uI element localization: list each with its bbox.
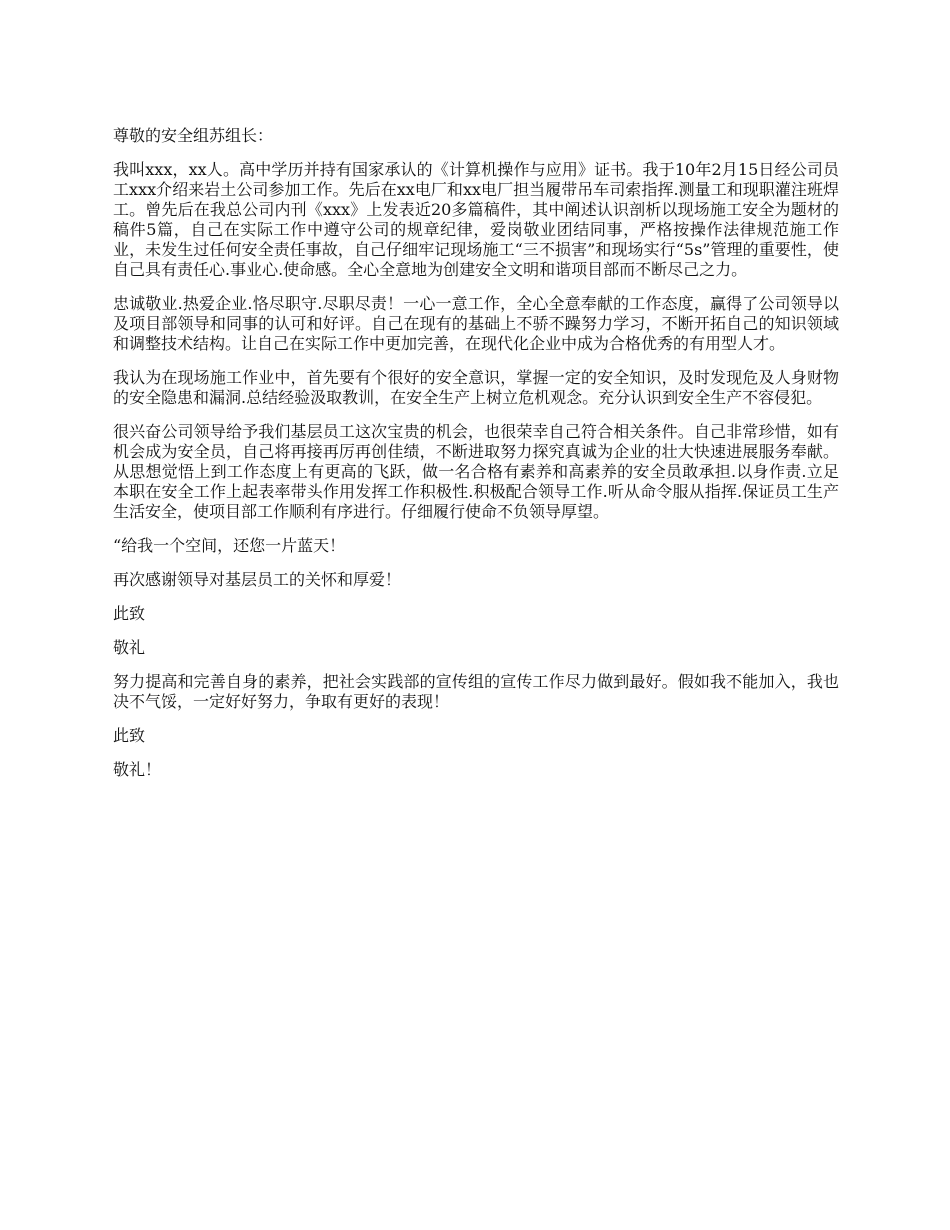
paragraph-gratitude-commitment: 很兴奋公司领导给予我们基层员工这次宝贵的机会，也很荣幸自己符合相关条件。自己非常珍惜，如有机会成为安全员，自己将再接再厉再创佳绩，不断进取努力探究真诚为企业的壮大快速进展服务奉献。从思想觉悟上到工作态度上有更高的飞跃，做一名合格有素养和高素养的安全员敢承担.以身作责.立足本职在安全工作上起表率带头作用发挥工作积极性.积极配合领导工作.听从命令服从指挥.保证员工生产生活安全，使项目部工作顺利有序进行。仔细履行使命不负领导厚望。 [113,422,839,521]
closing-cizhi-1: 此致 [113,604,146,623]
paragraph-safety-awareness: 我认为在现场施工作业中，首先要有个很好的安全意识，掌握一定的安全知识，及时发现危及人身财物的安全隐患和漏洞.总结经验汲取教训，在安全生产上树立危机观念。充分认识到安全生产不容侵犯。 [113,368,839,407]
letter-body [113,126,839,794]
paragraph-resolution: 努力提高和完善自身的素养，把社会实践部的宣传组的宣传工作尽力做到最好。假如我不能加入，我也决不气馁，一定好好努力，争取有更好的表现！ [113,672,839,711]
closing-cizhi-2: 此致 [113,726,146,745]
slogan-line: “给我一个空间，还您一片蓝天！ [113,536,346,555]
closing-jingli-2: 敬礼！ [113,760,162,779]
closing-jingli-1: 敬礼 [113,638,146,657]
paragraph-dedication: 忠诚敬业.热爱企业.恪尽职守.尽职尽责！一心一意工作，全心全意奉献的工作态度，赢得了公司领导以及项目部领导和同事的认可和好评。自己在现有的基础上不骄不躁努力学习，不断开拓自己的知识领域和调整技术结构。让自己在实际工作中更加完善，在现代化企业中成为合格优秀的有用型人才。 [113,294,839,353]
paragraph-introduction: 我叫xxx，xx人。高中学历并持有国家承认的《计算机操作与应用》证书。我于10年2月15日经公司员工xxx介绍来岩土公司参加工作。先后在xx电厂和xx电厂担当履带吊车司索指挥.测量工和现职灌注班焊工。曾先后在我总公司内刊《xxx》上发表近20多篇稿件，其中阐述认识剖析以现场施工安全为题材的稿件5篇，自己在实际工作中遵守公司的规章纪律，爱岗敬业团结同事，严格按操作法律规范施工作业，未发生过任何安全责任事故，自己仔细牢记现场施工“三不损害”和现场实行“5s”管理的重要性，使自己具有责任心.事业心.使命感。全心全意地为创建安全文明和谐项目部而不断尽己之力。 [113,160,839,279]
thanks-line: 再次感谢领导对基层员工的关怀和厚爱！ [113,570,402,589]
salutation: 尊敬的安全组苏组长： [113,126,274,145]
